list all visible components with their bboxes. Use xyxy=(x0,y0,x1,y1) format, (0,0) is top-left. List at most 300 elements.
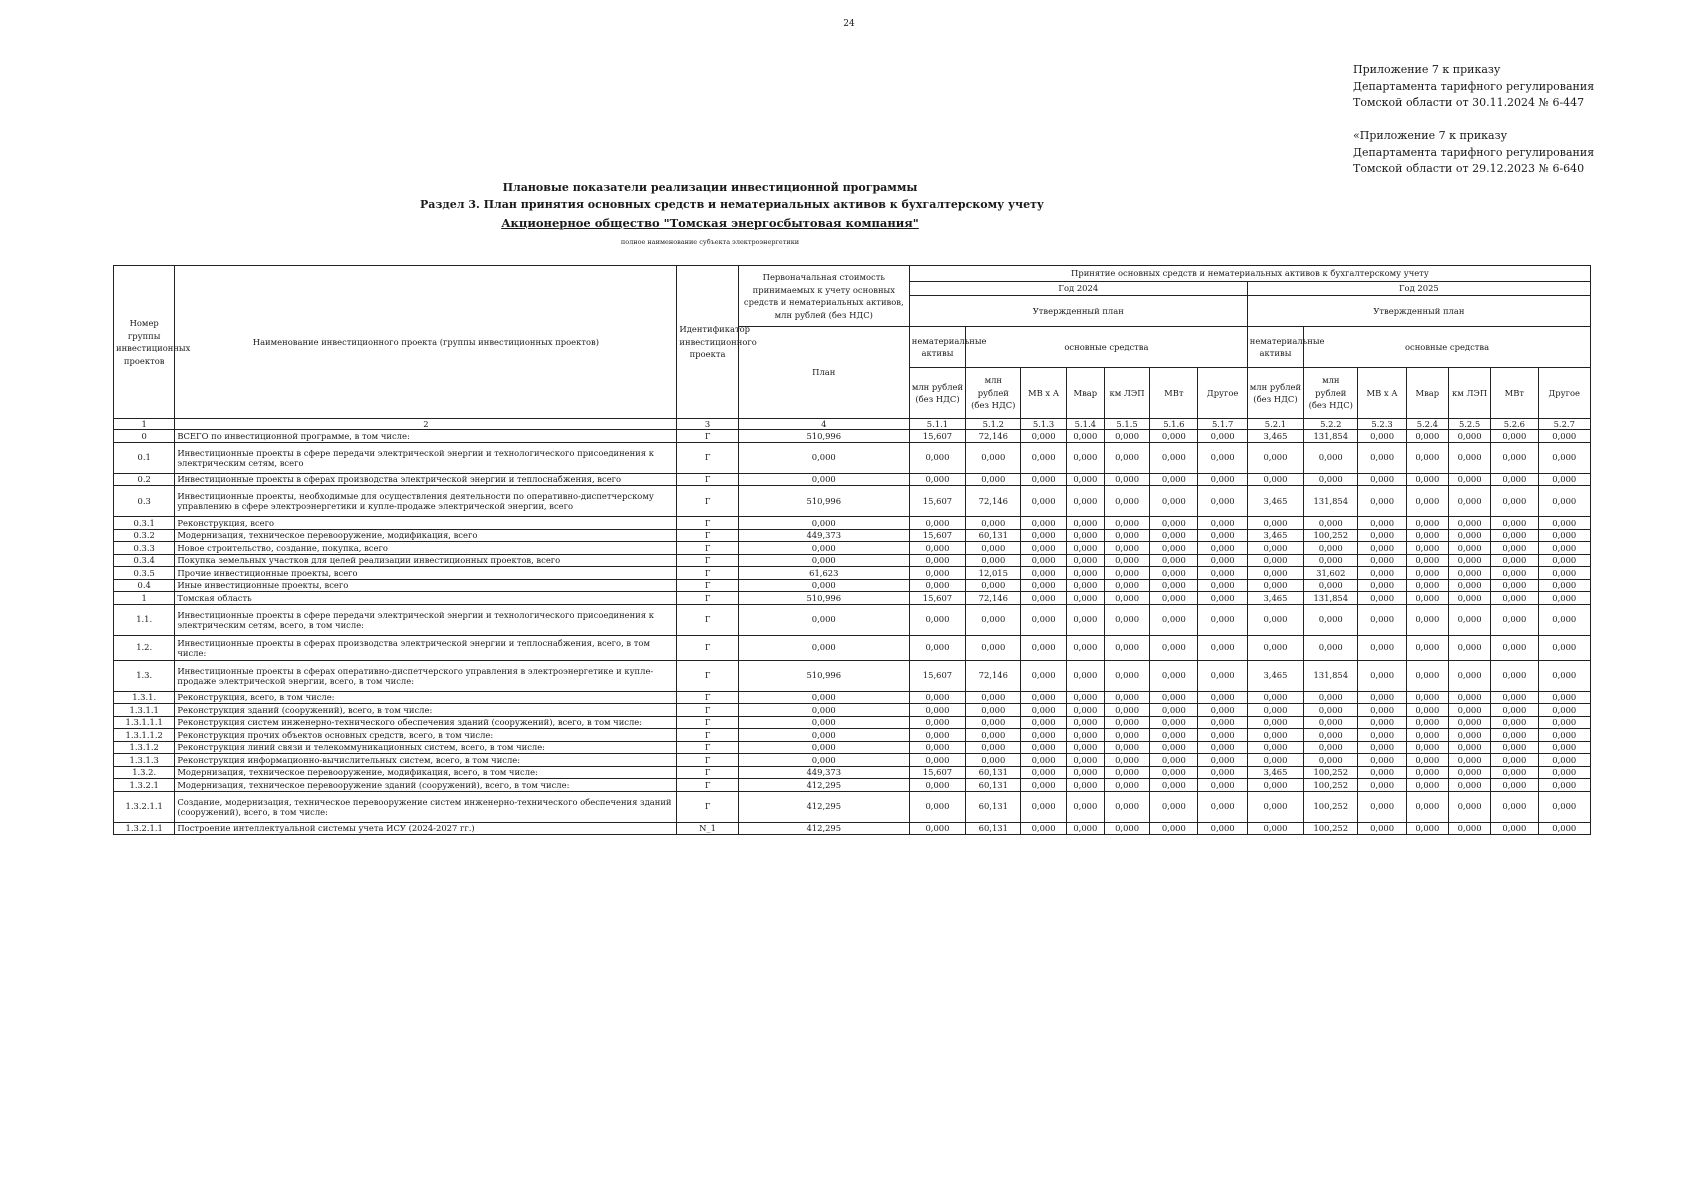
row-value: 0,000 xyxy=(1406,635,1448,660)
row-value: 0,000 xyxy=(1198,430,1247,443)
row-identifier: Г xyxy=(677,567,738,580)
row-number: 0 xyxy=(114,430,175,443)
row-identifier: Г xyxy=(677,704,738,717)
row-value: 0,000 xyxy=(1247,704,1303,717)
column-number: 5.1.7 xyxy=(1198,419,1247,430)
row-value: 0,000 xyxy=(966,635,1021,660)
row-value: 0,000 xyxy=(1066,704,1104,717)
row-value: 3,465 xyxy=(1247,486,1303,517)
row-identifier: Г xyxy=(677,442,738,473)
row-value: 0,000 xyxy=(1448,791,1490,822)
row-plan-value: 0,000 xyxy=(738,729,909,742)
column-number: 5.1.2 xyxy=(966,419,1021,430)
row-name: Реконструкция прочих объектов основных средств, всего, в том числе: xyxy=(175,729,677,742)
row-value: 0,000 xyxy=(1448,529,1490,542)
row-value: 0,000 xyxy=(1198,592,1247,605)
row-value: 0,000 xyxy=(1066,579,1104,592)
row-number: 0.4 xyxy=(114,579,175,592)
row-value: 0,000 xyxy=(1304,635,1358,660)
row-value: 0,000 xyxy=(1538,766,1591,779)
row-value: 0,000 xyxy=(1066,779,1104,792)
header-acceptance: Принятие основных средств и нематериальных активов к бухгалтерскому учету xyxy=(909,266,1590,282)
row-value: 0,000 xyxy=(1448,554,1490,567)
row-value: 0,000 xyxy=(1104,754,1149,767)
row-value: 0,000 xyxy=(1021,542,1066,555)
row-plan-value: 510,996 xyxy=(738,592,909,605)
row-plan-value: 0,000 xyxy=(738,517,909,530)
row-value: 0,000 xyxy=(1198,791,1247,822)
row-number: 1.2. xyxy=(114,635,175,660)
row-value: 0,000 xyxy=(1491,660,1538,691)
row-value: 0,000 xyxy=(1104,567,1149,580)
table-row xyxy=(114,517,1591,530)
header-unit: млн рублей (без НДС) xyxy=(1247,368,1303,419)
row-name: Реконструкция систем инженерно-технического обеспечения зданий (сооружений), всего, в том числе: xyxy=(175,716,677,729)
row-identifier: Г xyxy=(677,766,738,779)
table-row xyxy=(114,486,1591,517)
row-plan-value: 0,000 xyxy=(738,579,909,592)
row-plan-value: 0,000 xyxy=(738,442,909,473)
column-number: 5.1.3 xyxy=(1021,419,1066,430)
row-value: 0,000 xyxy=(1021,473,1066,486)
row-value: 0,000 xyxy=(1247,822,1303,835)
row-value: 0,000 xyxy=(1021,660,1066,691)
row-value: 0,000 xyxy=(1538,567,1591,580)
header-unit: Другое xyxy=(1538,368,1591,419)
row-plan-value: 0,000 xyxy=(738,716,909,729)
row-value: 0,000 xyxy=(1104,529,1149,542)
header-fixed-assets-2024: основные средства xyxy=(966,327,1248,368)
row-name: Инвестиционные проекты в сфере передачи электрической энергии и технологического присоединения к электрическим сетям, всего, в том числе: xyxy=(175,604,677,635)
row-name: Иные инвестиционные проекты, всего xyxy=(175,579,677,592)
row-plan-value: 449,373 xyxy=(738,529,909,542)
row-value: 0,000 xyxy=(1066,635,1104,660)
row-value: 0,000 xyxy=(1491,529,1538,542)
row-value: 0,000 xyxy=(1247,635,1303,660)
row-value: 60,131 xyxy=(966,766,1021,779)
row-value: 0,000 xyxy=(1358,791,1406,822)
row-value: 0,000 xyxy=(1448,729,1490,742)
row-value: 0,000 xyxy=(1538,635,1591,660)
row-value: 0,000 xyxy=(1358,473,1406,486)
header-unit: МВ х А xyxy=(1358,368,1406,419)
row-number: 0.3.5 xyxy=(114,567,175,580)
row-name: Инвестиционные проекты в сферах оперативно-диспетчерского управления в электроэнергетике и купле-продаже электрической энергии, всего, в том числе: xyxy=(175,660,677,691)
header-unit: млн рублей (без НДС) xyxy=(966,368,1021,419)
header-initial-cost: Первоначальная стоимость принимаемых к учету основных средств и нематериальных активов, млн рублей (без НДС) xyxy=(738,266,909,327)
row-value: 0,000 xyxy=(1538,430,1591,443)
row-value: 0,000 xyxy=(1538,729,1591,742)
row-value: 0,000 xyxy=(1104,741,1149,754)
row-value: 0,000 xyxy=(1304,554,1358,567)
row-value: 0,000 xyxy=(909,716,965,729)
row-value: 0,000 xyxy=(909,442,965,473)
row-value: 0,000 xyxy=(909,579,965,592)
row-value: 0,000 xyxy=(909,691,965,704)
row-value: 0,000 xyxy=(1150,554,1198,567)
header-approved-plan-2025: Утвержденный план xyxy=(1247,296,1590,327)
row-value: 0,000 xyxy=(1304,691,1358,704)
row-value: 0,000 xyxy=(1247,691,1303,704)
page-number: 24 xyxy=(843,19,855,29)
row-value: 0,000 xyxy=(1150,473,1198,486)
row-value: 0,000 xyxy=(909,754,965,767)
row-value: 0,000 xyxy=(966,604,1021,635)
row-value: 0,000 xyxy=(1104,729,1149,742)
row-value: 0,000 xyxy=(1247,754,1303,767)
appendix-line: Приложение 7 к приказу xyxy=(1353,63,1501,76)
row-value: 0,000 xyxy=(1448,660,1490,691)
row-value: 0,000 xyxy=(909,704,965,717)
row-value: 0,000 xyxy=(1406,430,1448,443)
row-plan-value: 510,996 xyxy=(738,660,909,691)
row-value: 100,252 xyxy=(1304,822,1358,835)
row-value: 0,000 xyxy=(1491,567,1538,580)
row-value: 0,000 xyxy=(1448,604,1490,635)
row-value: 0,000 xyxy=(1021,579,1066,592)
table-row xyxy=(114,704,1591,717)
row-value: 0,000 xyxy=(909,542,965,555)
row-value: 0,000 xyxy=(1304,517,1358,530)
row-plan-value: 0,000 xyxy=(738,741,909,754)
row-value: 0,000 xyxy=(1448,691,1490,704)
row-value: 0,000 xyxy=(1406,473,1448,486)
row-value: 0,000 xyxy=(1198,579,1247,592)
row-number: 0.3.1 xyxy=(114,517,175,530)
row-value: 15,607 xyxy=(909,486,965,517)
row-value: 0,000 xyxy=(1491,430,1538,443)
row-value: 0,000 xyxy=(909,517,965,530)
row-value: 0,000 xyxy=(1150,567,1198,580)
row-value: 72,146 xyxy=(966,592,1021,605)
header-unit: МВ х А xyxy=(1021,368,1066,419)
row-value: 0,000 xyxy=(1448,635,1490,660)
row-number: 0.3.4 xyxy=(114,554,175,567)
row-value: 0,000 xyxy=(1358,741,1406,754)
row-value: 3,465 xyxy=(1247,660,1303,691)
header-year-2025: Год 2025 xyxy=(1247,282,1590,296)
row-value: 0,000 xyxy=(1491,791,1538,822)
table-row xyxy=(114,635,1591,660)
header-unit: МВт xyxy=(1491,368,1538,419)
row-value: 0,000 xyxy=(1406,716,1448,729)
header-identifier: Идентификатор инвестиционного проекта xyxy=(677,266,738,419)
row-value: 0,000 xyxy=(1406,729,1448,742)
row-plan-value: 0,000 xyxy=(738,473,909,486)
row-value: 0,000 xyxy=(1406,691,1448,704)
column-number: 3 xyxy=(677,419,738,430)
row-value: 0,000 xyxy=(1358,635,1406,660)
row-name: Инвестиционные проекты в сферах производства электрической энергии и теплоснабжения, всего xyxy=(175,473,677,486)
row-value: 0,000 xyxy=(1066,754,1104,767)
row-value: 31,602 xyxy=(1304,567,1358,580)
header-intangible-2024: нематериальные активы xyxy=(909,327,965,368)
header-unit: км ЛЭП xyxy=(1448,368,1490,419)
row-value: 0,000 xyxy=(909,729,965,742)
row-value: 0,000 xyxy=(1150,579,1198,592)
row-plan-value: 510,996 xyxy=(738,486,909,517)
row-value: 0,000 xyxy=(1150,741,1198,754)
table-row xyxy=(114,660,1591,691)
row-name: Модернизация, техническое перевооружение зданий (сооружений), всего, в том числе: xyxy=(175,779,677,792)
table-row xyxy=(114,716,1591,729)
row-value: 0,000 xyxy=(966,542,1021,555)
row-value: 60,131 xyxy=(966,529,1021,542)
row-value: 0,000 xyxy=(1491,729,1538,742)
row-value: 100,252 xyxy=(1304,791,1358,822)
row-number: 0.3.3 xyxy=(114,542,175,555)
row-value: 0,000 xyxy=(1538,741,1591,754)
row-name: Реконструкция, всего xyxy=(175,517,677,530)
row-identifier: Г xyxy=(677,579,738,592)
table-row xyxy=(114,529,1591,542)
column-number: 1 xyxy=(114,419,175,430)
row-value: 0,000 xyxy=(1358,660,1406,691)
row-number: 0.3 xyxy=(114,486,175,517)
row-value: 0,000 xyxy=(909,822,965,835)
row-name: ВСЕГО по инвестиционной программе, в том числе: xyxy=(175,430,677,443)
row-value: 0,000 xyxy=(1021,741,1066,754)
row-value: 0,000 xyxy=(1538,691,1591,704)
row-name: Инвестиционные проекты, необходимые для осуществления деятельности по оперативно-диспетчерскому управлению в сфере электроэнергетики и купле-продаже электрической энергии, всего xyxy=(175,486,677,517)
row-plan-value: 412,295 xyxy=(738,791,909,822)
row-value: 0,000 xyxy=(1104,517,1149,530)
section-title: Раздел 3. План принятия основных средств и нематериальных активов к бухгалтерскому учету xyxy=(420,198,1044,211)
row-name: Модернизация, техническое перевооружение, модификация, всего, в том числе: xyxy=(175,766,677,779)
header-unit: МВт xyxy=(1150,368,1198,419)
row-value: 0,000 xyxy=(1021,791,1066,822)
row-value: 0,000 xyxy=(1538,473,1591,486)
row-value: 0,000 xyxy=(1247,579,1303,592)
row-value: 15,607 xyxy=(909,766,965,779)
row-value: 0,000 xyxy=(966,579,1021,592)
row-value: 0,000 xyxy=(1406,766,1448,779)
row-value: 0,000 xyxy=(1406,442,1448,473)
row-plan-value: 0,000 xyxy=(738,691,909,704)
row-value: 0,000 xyxy=(1066,766,1104,779)
row-value: 0,000 xyxy=(1358,442,1406,473)
row-value: 0,000 xyxy=(1538,486,1591,517)
row-value: 0,000 xyxy=(1448,567,1490,580)
column-number: 5.2.4 xyxy=(1406,419,1448,430)
header-unit: Мвар xyxy=(1066,368,1104,419)
row-value: 0,000 xyxy=(1448,442,1490,473)
row-value: 0,000 xyxy=(1448,517,1490,530)
row-value: 131,854 xyxy=(1304,486,1358,517)
row-value: 0,000 xyxy=(909,635,965,660)
row-value: 0,000 xyxy=(1066,517,1104,530)
row-value: 0,000 xyxy=(1448,542,1490,555)
row-value: 0,000 xyxy=(1066,592,1104,605)
table-row xyxy=(114,542,1591,555)
row-value: 0,000 xyxy=(1358,579,1406,592)
row-value: 0,000 xyxy=(1491,822,1538,835)
row-value: 0,000 xyxy=(1406,754,1448,767)
row-value: 0,000 xyxy=(1150,691,1198,704)
row-value: 0,000 xyxy=(1021,592,1066,605)
row-value: 0,000 xyxy=(1247,473,1303,486)
row-value: 0,000 xyxy=(1021,691,1066,704)
row-value: 0,000 xyxy=(1247,779,1303,792)
row-value: 0,000 xyxy=(1104,791,1149,822)
row-value: 0,000 xyxy=(1066,716,1104,729)
column-number: 5.2.2 xyxy=(1304,419,1358,430)
row-value: 0,000 xyxy=(1491,741,1538,754)
row-identifier: Г xyxy=(677,604,738,635)
row-value: 0,000 xyxy=(1150,716,1198,729)
row-value: 0,000 xyxy=(1198,567,1247,580)
row-value: 0,000 xyxy=(1198,473,1247,486)
row-value: 0,000 xyxy=(1021,567,1066,580)
row-plan-value: 0,000 xyxy=(738,604,909,635)
row-number: 1.3.2.1 xyxy=(114,779,175,792)
row-value: 0,000 xyxy=(1066,741,1104,754)
row-value: 0,000 xyxy=(1104,716,1149,729)
row-value: 0,000 xyxy=(1358,704,1406,717)
row-value: 0,000 xyxy=(1104,635,1149,660)
row-value: 0,000 xyxy=(1491,486,1538,517)
row-value: 0,000 xyxy=(1491,779,1538,792)
row-value: 0,000 xyxy=(1198,542,1247,555)
row-value: 0,000 xyxy=(1150,442,1198,473)
row-value: 0,000 xyxy=(1198,635,1247,660)
row-value: 0,000 xyxy=(1021,766,1066,779)
row-name: Прочие инвестиционные проекты, всего xyxy=(175,567,677,580)
row-value: 0,000 xyxy=(1104,604,1149,635)
row-value: 0,000 xyxy=(1538,529,1591,542)
row-value: 131,854 xyxy=(1304,592,1358,605)
row-identifier: Г xyxy=(677,486,738,517)
row-value: 0,000 xyxy=(1491,704,1538,717)
row-value: 0,000 xyxy=(1538,554,1591,567)
row-value: 0,000 xyxy=(1448,473,1490,486)
row-value: 0,000 xyxy=(1104,660,1149,691)
row-value: 0,000 xyxy=(966,554,1021,567)
row-value: 0,000 xyxy=(1104,822,1149,835)
row-number: 0.2 xyxy=(114,473,175,486)
row-value: 15,607 xyxy=(909,529,965,542)
row-plan-value: 0,000 xyxy=(738,542,909,555)
row-value: 0,000 xyxy=(1491,473,1538,486)
row-value: 0,000 xyxy=(1021,779,1066,792)
table-row xyxy=(114,729,1591,742)
row-value: 0,000 xyxy=(1538,754,1591,767)
row-value: 0,000 xyxy=(1247,716,1303,729)
row-value: 0,000 xyxy=(1406,791,1448,822)
row-value: 0,000 xyxy=(1066,729,1104,742)
row-value: 0,000 xyxy=(1448,486,1490,517)
row-value: 0,000 xyxy=(1358,517,1406,530)
row-value: 0,000 xyxy=(1491,716,1538,729)
appendix-line: «Приложение 7 к приказу xyxy=(1353,129,1508,142)
row-value: 0,000 xyxy=(1538,791,1591,822)
row-value: 12,015 xyxy=(966,567,1021,580)
table-body xyxy=(114,419,1591,835)
row-value: 0,000 xyxy=(1198,604,1247,635)
row-value: 0,000 xyxy=(1491,766,1538,779)
row-number: 1.3.1.2 xyxy=(114,741,175,754)
row-value: 0,000 xyxy=(1304,579,1358,592)
row-value: 0,000 xyxy=(1304,729,1358,742)
row-plan-value: 412,295 xyxy=(738,822,909,835)
row-value: 0,000 xyxy=(1150,517,1198,530)
row-identifier: Г xyxy=(677,660,738,691)
row-value: 0,000 xyxy=(1406,604,1448,635)
row-value: 60,131 xyxy=(966,779,1021,792)
row-value: 0,000 xyxy=(909,473,965,486)
row-identifier: Г xyxy=(677,430,738,443)
row-value: 0,000 xyxy=(1066,442,1104,473)
row-value: 0,000 xyxy=(1247,542,1303,555)
row-plan-value: 510,996 xyxy=(738,430,909,443)
row-value: 0,000 xyxy=(1021,517,1066,530)
table-row xyxy=(114,592,1591,605)
row-value: 0,000 xyxy=(1358,779,1406,792)
row-value: 0,000 xyxy=(1538,579,1591,592)
row-number: 1.3. xyxy=(114,660,175,691)
row-identifier: N_1 xyxy=(677,822,738,835)
row-value: 0,000 xyxy=(1358,604,1406,635)
row-value: 0,000 xyxy=(1021,442,1066,473)
row-value: 0,000 xyxy=(1247,567,1303,580)
row-value: 0,000 xyxy=(966,741,1021,754)
row-value: 0,000 xyxy=(1104,486,1149,517)
row-value: 0,000 xyxy=(1066,791,1104,822)
row-value: 0,000 xyxy=(966,691,1021,704)
row-value: 0,000 xyxy=(1150,635,1198,660)
table-row xyxy=(114,691,1591,704)
header-unit: км ЛЭП xyxy=(1104,368,1149,419)
column-number: 5.1.6 xyxy=(1150,419,1198,430)
row-identifier: Г xyxy=(677,529,738,542)
row-value: 0,000 xyxy=(1406,704,1448,717)
row-value: 0,000 xyxy=(1304,473,1358,486)
table-row xyxy=(114,579,1591,592)
row-value: 0,000 xyxy=(966,716,1021,729)
column-number: 2 xyxy=(175,419,677,430)
header-unit: млн рублей (без НДС) xyxy=(909,368,965,419)
row-value: 0,000 xyxy=(1150,729,1198,742)
row-value: 0,000 xyxy=(1358,691,1406,704)
row-value: 0,000 xyxy=(1021,716,1066,729)
row-value: 72,146 xyxy=(966,660,1021,691)
row-value: 0,000 xyxy=(1150,486,1198,517)
row-value: 0,000 xyxy=(1538,542,1591,555)
row-value: 0,000 xyxy=(1021,604,1066,635)
row-value: 0,000 xyxy=(1021,486,1066,517)
row-value: 0,000 xyxy=(1198,691,1247,704)
row-value: 0,000 xyxy=(1150,430,1198,443)
row-value: 0,000 xyxy=(1247,741,1303,754)
row-value: 0,000 xyxy=(1448,430,1490,443)
row-value: 0,000 xyxy=(1358,542,1406,555)
row-plan-value: 0,000 xyxy=(738,754,909,767)
row-value: 0,000 xyxy=(1247,729,1303,742)
row-value: 60,131 xyxy=(966,822,1021,835)
row-value: 0,000 xyxy=(1538,660,1591,691)
row-value: 0,000 xyxy=(1538,822,1591,835)
row-value: 0,000 xyxy=(1491,442,1538,473)
row-value: 0,000 xyxy=(1066,554,1104,567)
row-value: 0,000 xyxy=(1021,754,1066,767)
row-value: 0,000 xyxy=(1104,592,1149,605)
table-row xyxy=(114,554,1591,567)
row-value: 60,131 xyxy=(966,791,1021,822)
table-row xyxy=(114,754,1591,767)
row-value: 0,000 xyxy=(1406,486,1448,517)
row-value: 3,465 xyxy=(1247,766,1303,779)
header-project-name: Наименование инвестиционного проекта (группы инвестиционных проектов) xyxy=(175,266,677,419)
